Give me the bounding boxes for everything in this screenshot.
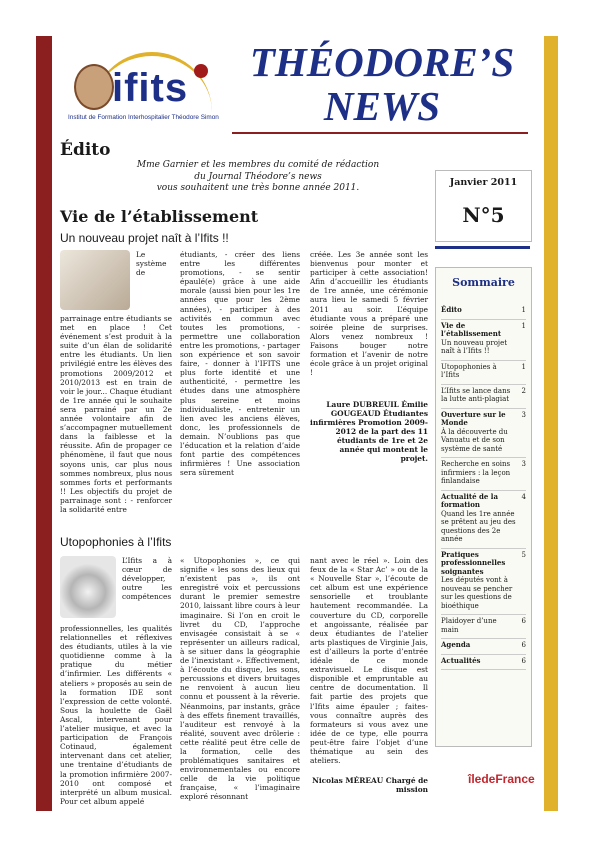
article1-signature: Laure DUBREUIL Émilie GOUGEAUD Étudiantes infirmières Promotion 2009-2012 de la part des 11 étudiants de 1re et 2e année qui montent le projet. (310, 400, 428, 463)
logo-subtitle: Institut de Formation Interhospitalier Théodore Simon (68, 114, 219, 121)
toc-item (441, 409, 526, 459)
hands-photo (60, 250, 136, 314)
toc-list (441, 304, 526, 670)
issue-number: N°5 (462, 203, 505, 227)
toc-item-page: 6 (521, 641, 526, 649)
toc-item-page: 6 (521, 617, 526, 625)
toc-item (441, 304, 526, 320)
toc-item (441, 320, 526, 361)
article2-signature: Nicolas MÉREAU Chargé de mission (312, 776, 428, 794)
toc-item-title: Actualités (441, 655, 481, 665)
article1-col3-text: créée. Les 3e année sont les bienvenus pour monter et participer à cette association! Afin d’accueillir les étudiants de 1re année, une cérémonie aura lieu le samedi 5 février 2011 au soir. L’équipe étudiante vous a préparé une soirée pleine de surprises. Alors venez nombreux ! Faisons bouger notre formation et l’avenir de notre école grâce à un projet original ! (310, 250, 428, 378)
article2-col3-text: nant avec le réel ». Loin des feux de la « Star Ac’ » ou de la « Nouvelle Star », l’écoute de cet album est une expérience sensorielle et troublante hautement recommandée. La couverture du CD, corporelle et angoissante, réalisée par deux étudiantes de l’atelier arts plastiques de Virginie Jais, est d’ailleurs la porte d’entrée idéale de ce monde extravisuel. Le disque est disponible et empruntable au centre de documentation. Il fait partie des projets que l’Ifits aime épauler ; faites-vous connaître auprès des formateurs si vous avez une idée de ce type, elle pourra peut-être faire l’objet d’une thématique au sein des ateliers. (310, 556, 428, 766)
portrait-icon (74, 64, 114, 110)
toc-item-subtitle: Recherche en soins infirmiers : la leçon finlandaise (441, 460, 511, 485)
toc-item-subtitle: L’Ifits se lance dans la lutte anti-plagiat (441, 386, 511, 403)
edito-text (108, 160, 408, 195)
title-divider (232, 132, 528, 134)
edito-line-2: du Journal Théodore’s news (194, 171, 322, 182)
left-decorative-bar (36, 36, 52, 811)
toc-item-title: Édito (441, 305, 462, 314)
section-heading: Vie de l’établissement (60, 207, 259, 226)
toc-item (441, 639, 526, 655)
toc-item-page: 3 (521, 410, 526, 419)
table-of-contents (435, 267, 532, 747)
toc-item-page: 6 (521, 656, 526, 665)
toc-item (441, 615, 526, 639)
edito-line-1: Mme Garnier et les membres du comité de rédaction (136, 160, 380, 170)
toc-item-title: Vie de l’établissement (441, 320, 502, 338)
iledefrance-logo: îledeFrance (468, 772, 535, 786)
article1-column-2 (180, 250, 300, 477)
article2-column-1 (60, 556, 172, 806)
article1-col2-text: étudiants, - créer des liens entre les différentes promotions, - se sentir épaulé(e) grâce à une aide morale (aussi bien pour les 1re années que pour les 2ème années), - participer à des activités en commun avec toutes les promotions, - permettre une collaboration entre les promotions, - partager son expérience et son savoir faire, - donner à l’IFITS une plus forte identité et une authenticité, - permettre les études dans une atmosphère plus sereine et moins individualiste, - entretenir un lien avec les anciens élèves, donc, les professionnels de demain. N’oublions pas que l’éducation et la relation d’aide font partie des compétences infirmières ! Une association sera sûrement (180, 250, 300, 478)
article2-column-2 (180, 556, 300, 802)
toc-item-page: 2 (521, 386, 526, 395)
toc-item (441, 458, 526, 491)
toc-item-title: Ouverture sur le Monde (441, 409, 506, 427)
toc-item-subtitle: Les députés vont à nouveau se pencher sur les questions de bioéthique (441, 576, 513, 610)
issue-date: Janvier 2011 (449, 177, 518, 188)
toc-item-subtitle: Plaidoyer d’une main (441, 617, 497, 634)
toc-item (441, 549, 526, 616)
toc-item-subtitle: Utopophonies à l’Ifits (441, 362, 497, 379)
title-line-2: NEWS (323, 83, 441, 129)
newsletter-title (232, 40, 532, 128)
edito-heading: Édito (60, 140, 111, 160)
logo-wordmark: ifits (112, 66, 189, 110)
cd-photo (60, 556, 122, 624)
toc-item (441, 361, 526, 385)
article1-col1-text: Le système de parrainage entre étudiants se met en place ! Cet événement s’est produit à la suite d’un élan de solidarité entre les étudiants. Un lien privilégié entre les élèves des promotions 2009/2012 et 2010/2013 est en train de voir le jour... Chaque étudiant de 1re année qui le souhaite sera parrainé par un 2e année volontaire afin de s’accompagner mutuellement dans la faiblesse et la réussite. Afin de propager ce phénomène, il faut que nous soyons unis, car plus nous sommes nombreux, plus nous sommes forts et performants !! Les objectifs du projet de parrainage sont : - renforcer la solidarité entre (60, 250, 172, 514)
title-line-1: THÉODORE’S (249, 39, 515, 85)
toc-item-page: 1 (521, 321, 526, 330)
toc-item-page: 1 (521, 362, 526, 371)
article2-col1-text: L’Ifits a à cœur de développer, outre les compétences professionnelles, les qualités relationnelles et réflexives des étudiants, utiles à la vie quotidienne comme à la pratique du métier d’infirmier. Les différents « ateliers » proposés au sein de la formation IDE sont l’expression de cette volonté. Sous la houlette de Gaël Ascal, intervenant pour l’atelier musique, et avec la participation de François Cotinaud, également intervenant dans cet atelier, une trentaine d’étudiants de la promotion infirmière 2007-2010 ont composé et interprété un album musical. Pour cet album appelé (60, 556, 172, 806)
article1-column-1 (60, 250, 172, 514)
toc-item-subtitle: À la découverte du Vanuatu et de son système de santé (441, 427, 508, 453)
article2-headline: Utopophonies à l’Ifits (60, 535, 172, 549)
issue-box (435, 170, 532, 242)
right-decorative-bar (544, 36, 558, 811)
toc-item-page: 3 (521, 460, 526, 468)
toc-item-page: 1 (521, 306, 526, 314)
toc-item-title: Actualité de la formation (441, 491, 498, 509)
article2-col2-text: « Utopophonies », ce qui signifie « les sons des lieux qui n’existent pas », ils ont enregistré voix et percussions durant le premier semestre 2010, laissant libre cours à leur imaginaire. Si l’on en croit le livret du CD, l’approche envisagée consistait à se « représenter un ailleurs radical, à se situer dans la géographie de l’inexistant ». Effectivement, à l’écoute du disque, les sons, percussions et divers bruitages ne renvoient à aucun lieu connu et poussent à la rêverie. Néanmoins, par instants, grâce à des effets finement travaillés, l’auditeur est renvoyé à la réalité, souvent avec drôlerie : cette réalité peut être celle de la formation, celle des problématiques sanitaires et environnementales ou encore celle de la vie politique française, « l’imaginaire exploré résonnant (180, 556, 300, 802)
toc-item (441, 491, 526, 549)
toc-item-subtitle: Un nouveau projet naît à l’Ifits !! (441, 338, 508, 355)
toc-item (441, 655, 526, 671)
toc-item-page: 4 (521, 492, 526, 501)
article2-column-3 (310, 556, 428, 765)
article1-headline: Un nouveau projet naît à l’Ifits !! (60, 231, 229, 245)
edito-line-3: vous souhaitent une très bonne année 2011. (156, 183, 360, 193)
toc-item-title: Pratiques professionnelles soignantes (441, 549, 506, 576)
logo-dot-icon (194, 64, 208, 78)
article1-column-3 (310, 250, 428, 377)
toc-item-title: Agenda (441, 640, 471, 649)
toc-item (441, 385, 526, 409)
toc-item-subtitle: Quand les 1re année se prêtent au jeu des questions des 2e année (441, 509, 516, 543)
ifits-logo (62, 44, 222, 124)
toc-title: Sommaire (452, 276, 515, 289)
sidebar-divider (435, 246, 530, 249)
toc-item-page: 5 (521, 550, 526, 559)
